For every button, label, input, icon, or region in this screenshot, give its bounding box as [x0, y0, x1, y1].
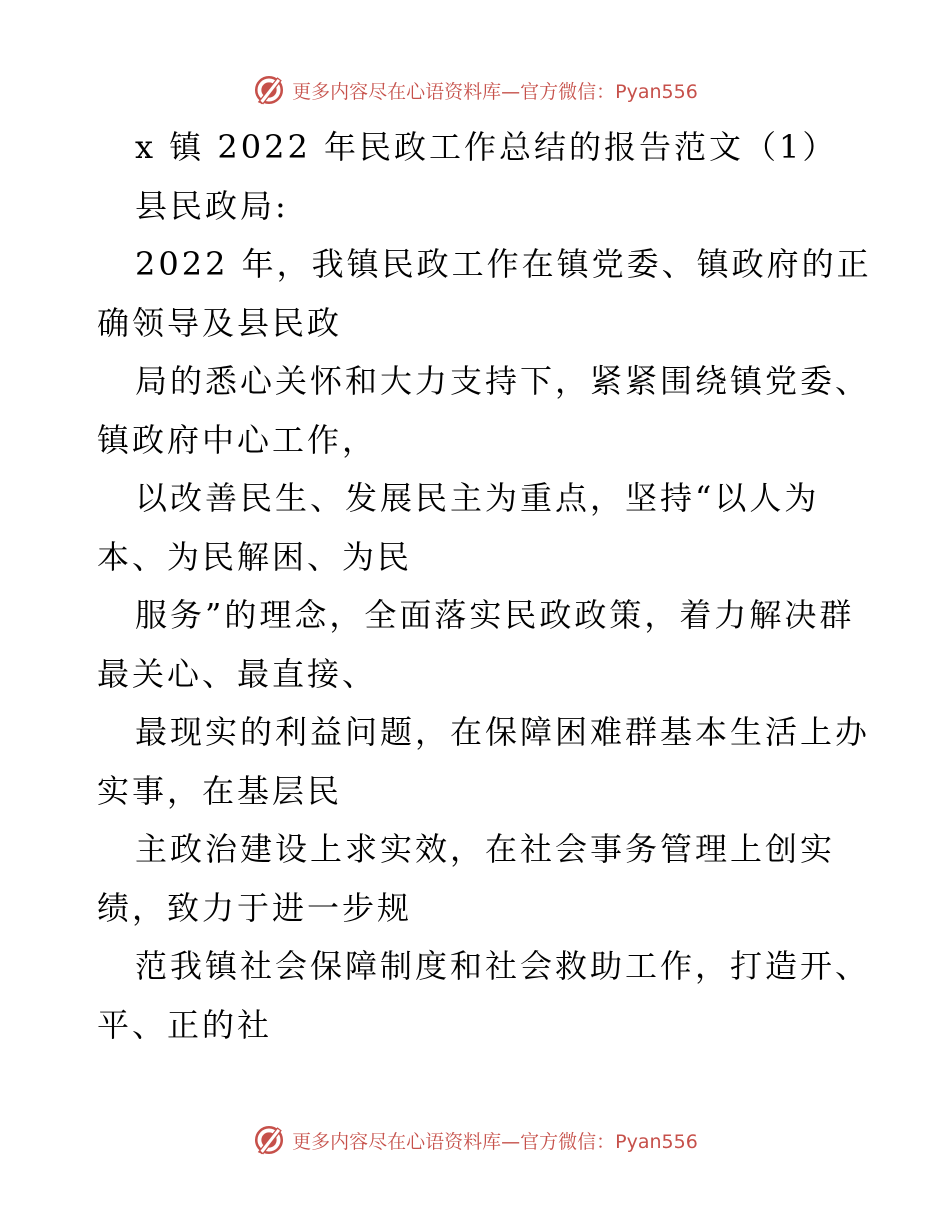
watermark-text: 更多内容尽在心语资料库—官方微信：Pyan556: [292, 1130, 698, 1153]
doc-text-line: 以改善民生、发展民主为重点，坚持“以人为: [135, 479, 820, 517]
doc-text-line: 2022 年，我镇民政工作在镇党委、镇政府的正: [135, 245, 872, 283]
doc-title-line: x 镇 2022 年民政工作总结的报告范文（1）: [135, 128, 838, 166]
doc-text-line: 实事，在基层民: [97, 771, 343, 810]
doc-text-line: 服务”的理念，全面落实民政政策，着力解决群: [135, 596, 855, 634]
doc-text-line: 最现实的利益问题，在保障困难群基本生活上办: [135, 713, 871, 751]
doc-text-line: 局的悉心关怀和大力支持下，紧紧围绕镇党委、: [135, 362, 871, 400]
doc-text-line: 镇政府中心工作，: [97, 420, 378, 459]
doc-text-line: 确领导及县民政: [97, 303, 343, 342]
doc-text-line: 最关心、最直接、: [97, 654, 378, 693]
footer-watermark-banner: [0, 1120, 950, 1160]
watermark-text: 更多内容尽在心语资料库—官方微信：Pyan556: [292, 80, 698, 103]
doc-text-line: 本、为民解困、为民: [97, 537, 413, 576]
quill-pen-seal-icon: [252, 73, 286, 107]
doc-text-line: 绩，致力于进一步规: [97, 888, 413, 927]
doc-text-line: 范我镇社会保障制度和社会救助工作，打造开、: [135, 947, 871, 985]
header-watermark-banner: [0, 70, 950, 110]
doc-salutation-line: 县民政局:: [135, 186, 289, 225]
document-body: [97, 118, 872, 1054]
doc-text-line: 主政治建设上求实效，在社会事务管理上创实: [135, 830, 836, 868]
quill-pen-seal-icon: [252, 1123, 286, 1157]
doc-text-line: 平、正的社: [97, 1005, 273, 1044]
